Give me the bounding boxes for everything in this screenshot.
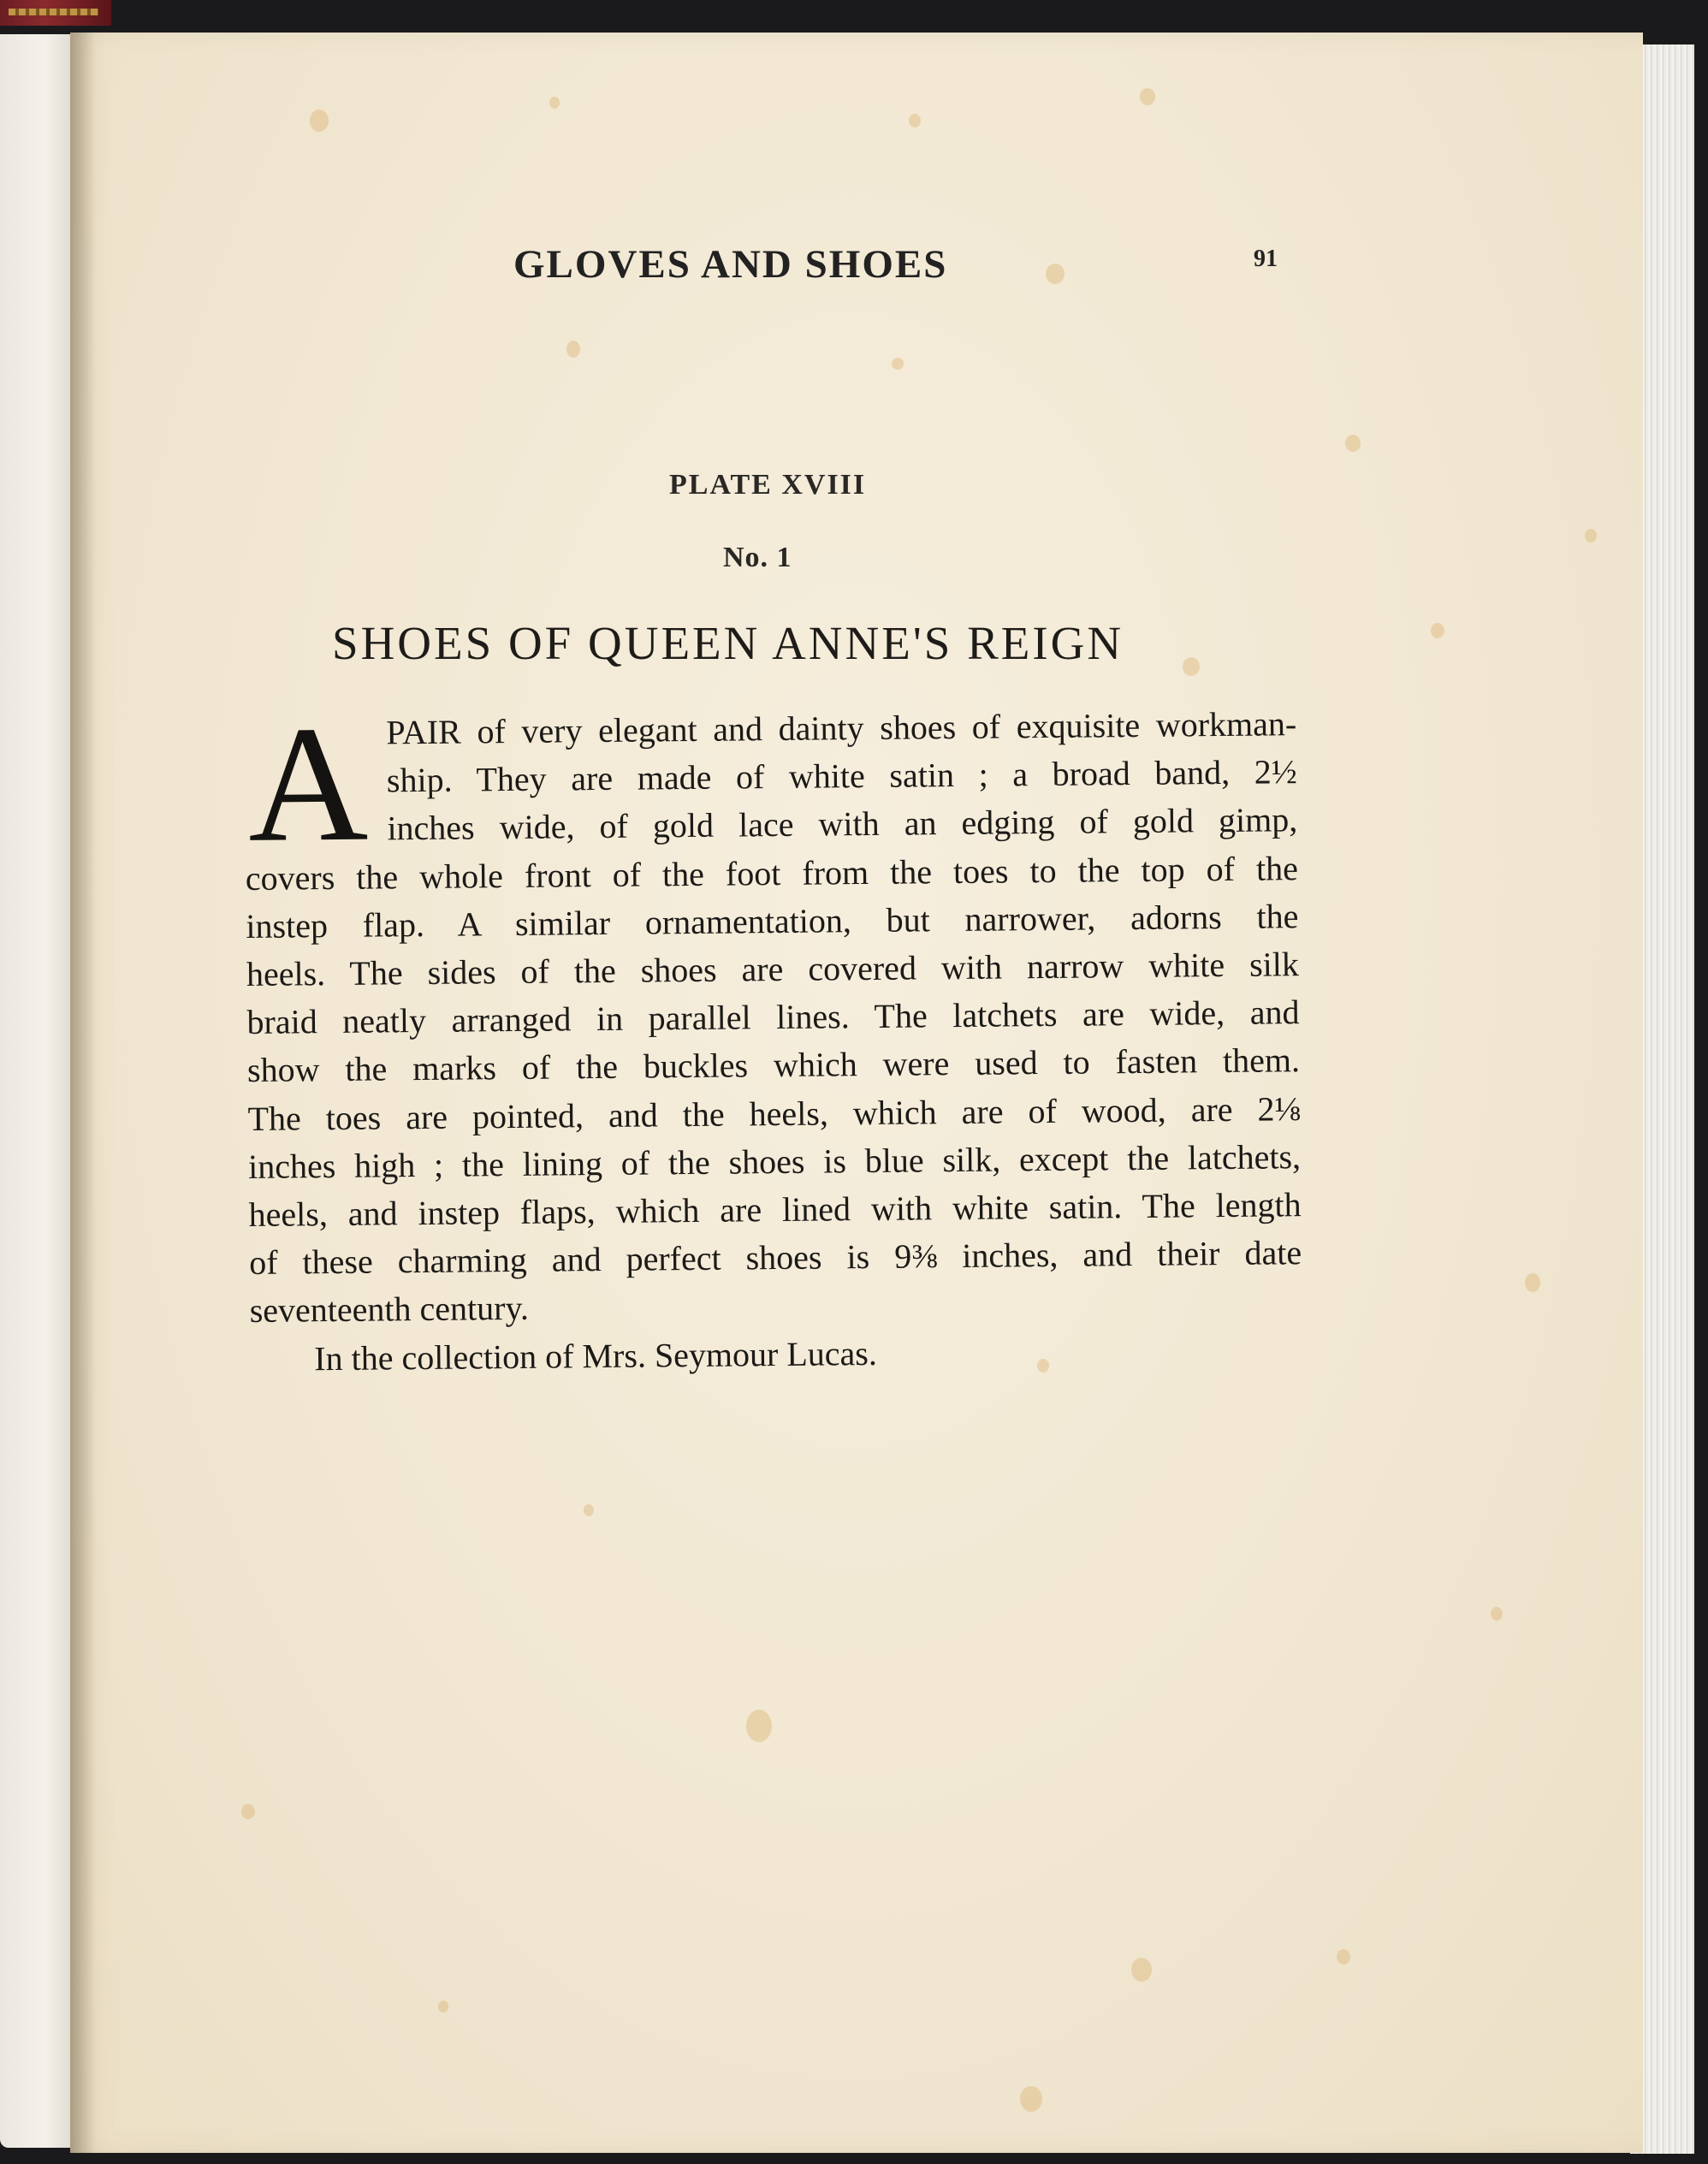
- section-title: SHOES OF QUEEN ANNE'S REIGN: [332, 617, 1124, 669]
- body-line: inches high ; the lining of the shoes is blue silk, except the latchets,: [247, 1136, 1302, 1186]
- body-line: ship. They are made of white satin ; a broad band, 2½: [386, 752, 1297, 800]
- body-line: heels, and instep flaps, which are lined with white satin. The length: [248, 1185, 1302, 1235]
- foxing-spot: [1491, 1607, 1503, 1621]
- running-head: GLOVES AND SHOES: [513, 242, 948, 287]
- foxing-spot: [1585, 529, 1597, 542]
- book-binding: [0, 0, 111, 26]
- body-line: seventeenth century.: [249, 1289, 530, 1331]
- foxing-spot: [241, 1804, 255, 1819]
- foxing-spot: [1345, 435, 1361, 452]
- body-line: PAIR of very elegant and dainty shoes of exquisite workman-: [386, 704, 1297, 752]
- body-line: covers the whole front of the foot from the toes to the top of the: [245, 848, 1299, 898]
- foxing-spot: [1525, 1273, 1540, 1292]
- plate-number: No. 1: [723, 542, 792, 573]
- gutter-shadow: [70, 33, 96, 2153]
- foxing-spot: [584, 1504, 594, 1516]
- foxing-spot: [746, 1710, 772, 1742]
- foxing-spot: [909, 114, 921, 127]
- body-line: show the marks of the buckles which were used to fasten them.: [246, 1040, 1301, 1090]
- foxing-spot: [438, 2001, 448, 2013]
- body-text: [244, 691, 1302, 1384]
- body-line: instep flap. A similar ornamentation, but narrower, adorns the: [246, 896, 1299, 946]
- plate-label: PLATE XVIII: [669, 469, 867, 501]
- foxing-spot: [310, 110, 329, 132]
- collection-attribution: In the collection of Mrs. Seymour Lucas.: [314, 1333, 878, 1378]
- foxing-spot: [549, 97, 560, 109]
- foxing-spot: [566, 341, 580, 358]
- foxing-spot: [1337, 1949, 1350, 1965]
- foxing-spot: [1140, 88, 1155, 105]
- binding-gold-tooling: [9, 9, 98, 15]
- body-line: heels. The sides of the shoes are covered with narrow white silk: [246, 945, 1300, 994]
- foxing-spot: [1020, 2086, 1042, 2112]
- foxing-spot: [1431, 623, 1444, 638]
- body-line: The toes are pointed, and the heels, which are of wood, are 2⅛: [247, 1088, 1301, 1138]
- drop-cap: A: [246, 691, 369, 876]
- foxing-spot: [1046, 264, 1065, 284]
- foxing-spot: [892, 358, 904, 370]
- foxing-spot: [1183, 657, 1200, 676]
- body-line: inches wide, of gold lace with an edging of gold gimp,: [387, 800, 1298, 848]
- foxing-spot: [1131, 1958, 1152, 1982]
- page-number: 91: [1254, 246, 1278, 272]
- facing-page-edge: [0, 34, 81, 2148]
- body-line: of these charming and perfect shoes is 9⅜ inches, and their date: [248, 1233, 1302, 1283]
- body-line: braid neatly arranged in parallel lines. The latchets are wide, and: [246, 993, 1300, 1042]
